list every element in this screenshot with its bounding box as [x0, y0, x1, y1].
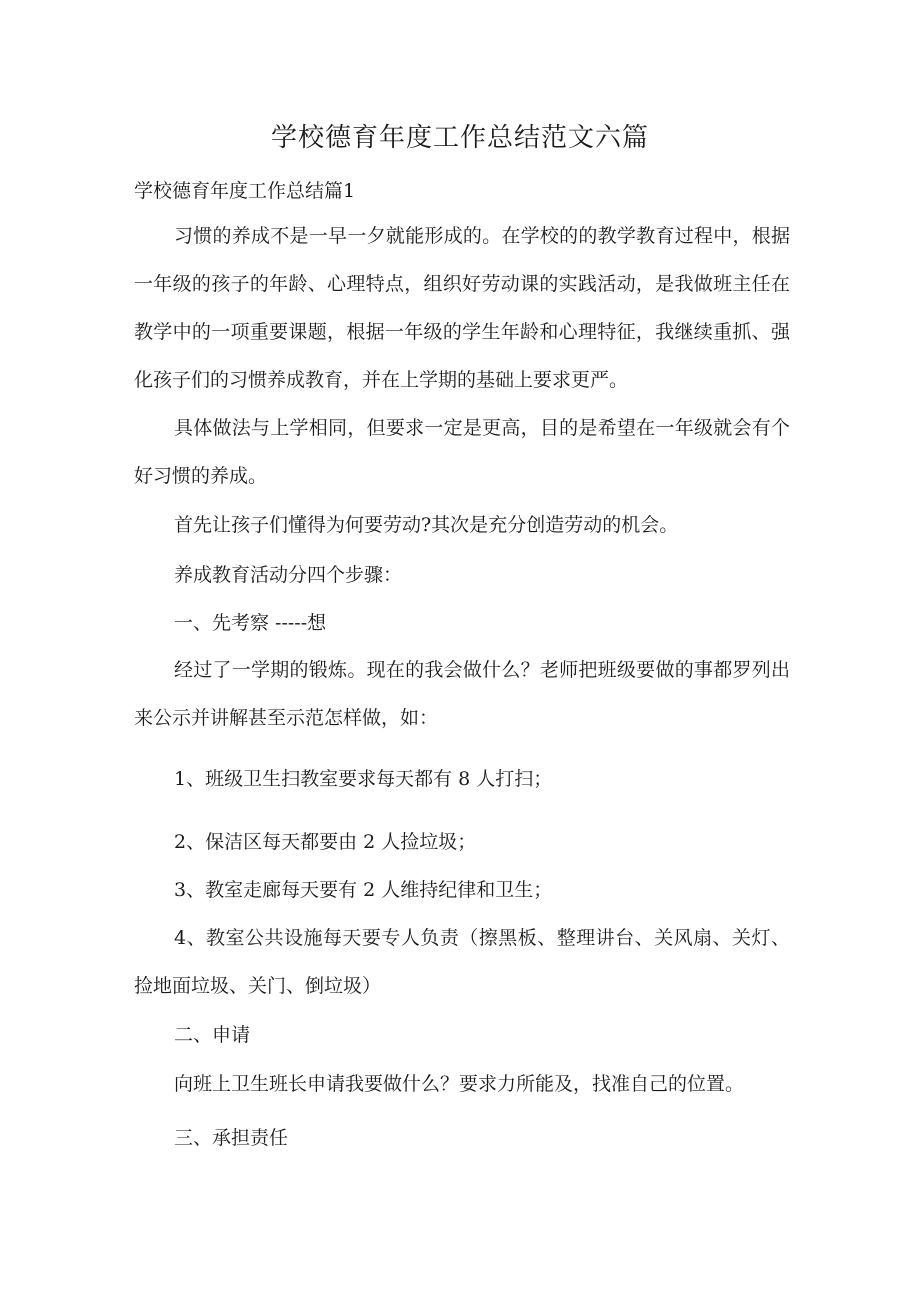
paragraph: 向班上卫生班长申请我要做什么？要求力所能及，找准自己的位置。: [174, 1073, 745, 1095]
paragraph: 具体做法与上学相同，但要求一定是更高，目的是希望在一年级就会有个好习惯的养成。: [134, 417, 790, 487]
step-heading: 二、申请: [174, 1024, 251, 1046]
list-item: 2、保洁区每天都要由 2 人捡垃圾；: [174, 831, 477, 853]
step-heading: 三、承担责任: [174, 1127, 289, 1149]
paragraph: 经过了一学期的锻炼。现在的我会做什么？老师把班级要做的事都罗列出来公示并讲解甚至示范怎样做，如：: [134, 659, 790, 729]
list-item: 1、班级卫生扫教室要求每天都有 8 人打扫；: [174, 768, 553, 790]
list-item: 4、教室公共设施每天要专人负责（擦黑板、整理讲台、关风扇、关灯、捡地面垃圾、关门、倒垃圾）: [134, 927, 790, 997]
section-heading: 学校德育年度工作总结篇1: [134, 180, 356, 202]
paragraph: 养成教育活动分四个步骤：: [174, 564, 403, 586]
document-title: 学校德育年度工作总结范文六篇: [270, 123, 649, 153]
step-heading: 一、先考察 -----想: [174, 612, 327, 634]
paragraph: 首先让孩子们懂得为何要劳动?其次是充分创造劳动的机会。: [174, 514, 679, 536]
paragraph: 习惯的养成不是一早一夕就能形成的。在学校的的教学教育过程中，根据一年级的孩子的年龄、心理特点，组织好劳动课的实践活动，是我做班主任在教学中的一项重要课题，根据一年级的学生年龄和心理特征，我继续重抓、强化孩子们的习惯养成教育，并在上学期的基础上要求更严。: [134, 225, 790, 391]
list-item: 3、教室走廊每天要有 2 人维持纪律和卫生；: [174, 879, 553, 901]
